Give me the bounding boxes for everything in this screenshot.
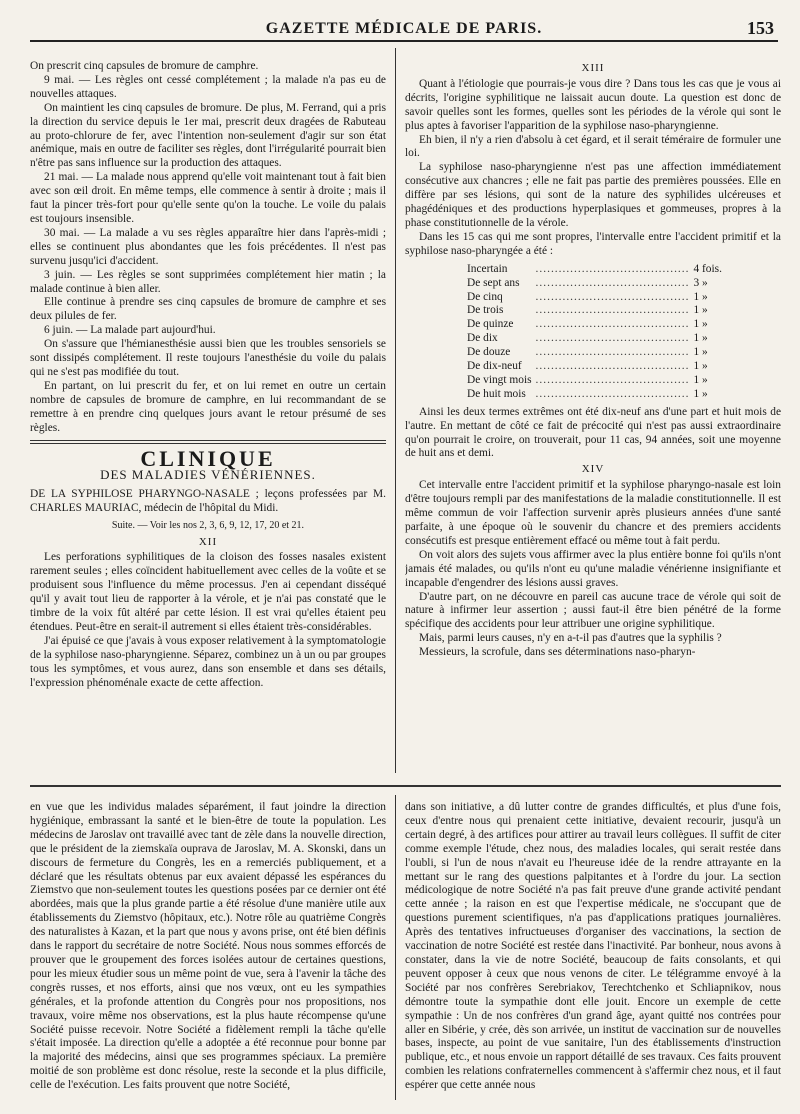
table-cell-value: 1 »	[693, 332, 708, 345]
table-row	[465, 360, 724, 374]
table-cell-value: 1 »	[693, 318, 708, 331]
paragraph: Cet intervalle entre l'accident primitif et la syphilose pharyngo-nasale est loin d'être toujours rempli par des manifestations de la maladie constitutionnelle. Il est même commun de voir l'affection survenir après plusieurs années d'une santé parfaite, à une époque où le souvenir du chancre et des premiers accidents consécutifs est presque entièrement effacé ou même tout à fait perdu.	[405, 479, 781, 547]
paragraph: en vue que les individus malades séparément, il faut joindre la direction hygiénique, embrassant la santé et le bien-être de toute la population. Les médecins de Jaroslav ont travaillé avec tant de zèle dans la nouvelle direction, que le président de la ziemskaïa ouprava de Jaroslav, M. A. Skonski, dans un discours de fermeture du Congrès, les en a remerciés publiquement, et a déclaré que les résultats obtenus par eux avaient dépassé les espérances du Ziemstvo que non-seulement toutes les questions posées par ce dernier ont été abordées, mais que la plus grande partie a été résolue d'une manière utile aux établissements du Ziemstvo (hôpitaux, etc.). Notre rôle au quatrième Congrès des naturalistes à Kazan, et la part que nous y avons prise, ont été bien définis dans le rapport du secrétaire de notre Société. Nous nous sommes efforcés de prouver que le groupement des forces isolées autour de certaines questions, pour les mieux étudier sous un même point de vue, sera à l'avenir la tâche des congrès russes, et nos efforts, ainsi que nos vœux, ont eu les sympathies générales, et la profonde attention du Congrès pour nos propositions, nos travaux, voire même nos observations, est la plus haute récompense qu'une Société puisse recevoir. Notre Société a fidèlement rempli la tâche qu'elle s'était imposée. La direction qu'elle a adoptée a été reconnue pour bonne par la majorité des médecins, ainsi que ses programmes spéciaux. La première moitié de son problème est donc résolue, reste la seconde et la plus difficile, celle de l'exécution. Les faits prouvent que notre Société,	[30, 801, 386, 1092]
table-row	[465, 263, 724, 277]
table-cell-label: De huit mois	[467, 387, 526, 400]
top-left-column	[30, 60, 386, 440]
leader-dots	[534, 388, 692, 402]
table-cell-value: 1 »	[693, 290, 708, 303]
table-row	[465, 388, 724, 402]
table-cell-label: De cinq	[467, 290, 503, 303]
paragraph: 21 mai. — La malade nous apprend qu'elle voit maintenant tout à fait bien avec son œil droit. En même temps, elle commence à sentir à droite ; mais il faut la pincer très-fort pour qu'elle sente qu'on la touche. Le voile du palais est toujours insensible.	[30, 171, 386, 225]
section-number: XII	[198, 535, 218, 548]
paragraph: On voit alors des sujets vous affirmer avec la plus entière bonne foi qu'ils n'ont jamais été malades, ou qu'ils n'ont eu qu'une maladie vénérienne insignifiante et incapable d'engendrer des lésions aussi graves.	[405, 548, 781, 589]
paragraph: On maintient les cinq capsules de bromure. De plus, M. Ferrand, qui a pris la direction du service depuis le 1er mai, prescrit deux dragées de Rabuteau au proto-chlorure de fer, avec l'intention non-seulement d'agir sur son état anémique, mais en outre de faciliter ses règles, dont l'irrégularité pourrait bien n'être pas sans influence sur la production des attaques.	[30, 101, 386, 170]
paragraph: On s'assure que l'hémianesthésie aussi bien que les troubles sensoriels se sont dissipés complétement. Il reste toujours l'anesthésie du voile du palais qui ne s'est pas modifiée du tout.	[30, 338, 386, 378]
page-number: 153	[747, 18, 774, 38]
top-right-column	[405, 60, 781, 773]
table-cell-label: De quinze	[467, 318, 514, 331]
table-cell-value: 3 »	[693, 276, 708, 289]
section-number: XIII	[581, 62, 605, 74]
paragraph: Dans les 15 cas qui me sont propres, l'intervalle entre l'accident primitif et la syphilose naso-pharyngée a été :	[405, 230, 781, 257]
table-cell-value: 4 fois.	[693, 262, 722, 275]
table-row	[465, 332, 724, 346]
leader-dots	[534, 374, 692, 388]
bottom-left-column	[30, 801, 386, 1097]
paragraph: Elle continue à prendre ses cinq capsules de bromure de camphre et ses deux pilules de fer.	[30, 296, 386, 323]
table-cell-value: 1 »	[693, 387, 708, 400]
interval-table	[465, 263, 724, 402]
column-rule-bottom	[395, 795, 396, 1100]
paragraph: La syphilose naso-pharyngienne n'est pas une affection immédiatement consécutive aux chancres ; elle ne fait pas partie des premières poussées. Elle en diffère par ses lésions, qui sont de la nature des syphilides ulcéreuses et phagédéniques et des productions hyperplasiques et gommeuses, propres à la phase constitutionnelle de la vérole.	[405, 161, 781, 229]
table-cell-value: 1 »	[693, 373, 708, 386]
table-row	[465, 318, 724, 332]
paragraph: 3 juin. — Les règles se sont supprimées complétement hier matin ; la malade continue à bien aller.	[30, 268, 386, 295]
lecture-byline	[30, 488, 386, 516]
clinique-section	[30, 448, 386, 773]
table-cell-label: De dix-neuf	[467, 360, 522, 373]
column-rule-top	[395, 48, 396, 773]
lecture-author: ; leçons professées par M. CHARLES MAURIAC, médecin de l'hôpital du Midi.	[30, 487, 386, 514]
table-cell-value: 1 »	[693, 360, 708, 373]
table-cell-value: 1 »	[693, 346, 708, 359]
paragraph: On prescrit cinq capsules de bromure de camphre.	[30, 60, 259, 72]
page-header	[30, 18, 778, 42]
paragraph: J'ai épuisé ce que j'avais à vous exposer relativement à la symptomatologie de la syphilose naso-pharyngienne. Séparez, combinez un à un ou par groupes tous les symptômes, et vous aurez, dans son ensemble et dans ses détails, l'expression phénoménale exacte de cette affection.	[30, 634, 386, 689]
section-rule-top-left-2	[30, 443, 386, 444]
paragraph: Eh bien, il n'y a rien d'absolu à cet égard, et il serait téméraire de formuler une loi.	[405, 133, 781, 160]
leader-dots	[534, 291, 692, 305]
paragraph: 30 mai. — La malade a vu ses règles apparaître hier dans l'après-midi ; elles se continuent plus abondantes que les fois précédentes. Il n'est pas survenu jusqu'ici d'accident.	[30, 226, 386, 267]
table-cell-label: De trois	[467, 304, 504, 317]
table-cell-label: De vingt mois	[467, 373, 532, 386]
table-cell-label: Incertain	[467, 262, 508, 275]
paragraph: Quant à l'étiologie que pourrais-je vous dire ? Dans tous les cas que je vous ai décrits, l'origine syphilitique ne laissait aucun doute. La question est donc de savoir quelles sont les formes, quelles sont les périodes de la vérole qui sont le plus aptes à favoriser l'apparition de la syphilose naso-pharyngienne.	[405, 77, 781, 132]
leader-dots	[534, 277, 692, 291]
paragraph: 6 juin. — La malade part aujourd'hui.	[44, 324, 216, 337]
section-number: XIV	[581, 463, 605, 476]
paragraph: dans son initiative, a dû lutter contre de grandes difficultés, et plus d'une fois, ceux d'entre nous qui prenaient cette initiative, devaient recourir, jusqu'à un certain degré, à des artifices pour attirer au travail leurs collègues. Il suffit de citer comme exemple l'étude, chez nous, des maladies locales, qui serait restée dans l'oubli, si l'un de nous n'avait eu l'heureuse idée de la rendre attrayante en la mettant sur le rang des questions palpitantes et à l'ordre du jour. La section médicologique de notre Société n'a pas fait preuve d'une grande activité pendant cette année ; la raison en est que l'expertise médicale, ne s'occupant que de questions purement scientifiques, n'a pas d'applications pratiques journalières. Après des tentatives infructueuses d'organiser des vaccinations, la section de vaccination de notre Société est restée dans l'inactivité. Par bonheur, nous avons à constater, dans la vie de notre Société, beaucoup de faits consolants, et qui peuvent opposer à ceux que nous venons de citer. Le télégramme envoyé à la Société par nos confrères Serebriakov, Terechtchenko et Schliapnikov, nous démontre toute la sympathie dont elle jouit. Encore un exemple de cette sympathie : Un de nos confrères d'un grand âge, ayant quitté nos contrées pour aller en Sibérie, y crée, dès son arrivée, un institut de vaccination sur de nouvelles bases, inspecte, au point de vue sanitaire, l'un des établissements d'instruction publique, etc., et nous envoie un rapport détaillé de ses travaux. Ces faits prouvent combien les relations confraternelles commencent à s'affermir chez nous, et il faut espérer que cette année nous	[405, 801, 781, 1092]
leader-dots	[534, 346, 692, 360]
section-heading: CLINIQUE	[140, 448, 276, 471]
paragraph: Les perforations syphilitiques de la cloison des fosses nasales existent rarement seules ; elles coïncident habituellement avec celles de la voûte et se produisent sous l'influence du même processus. J'en ai cependant disséqué qu'il y avait tout lieu de rapporter à la vérole, et je n'ai pas constaté que le timbre de la voix fût altéré par cette lésion. Il est vrai qu'elles étaient peu étendues. Peut-être en serait-il autrement si elles étaient très-considérables.	[30, 551, 386, 633]
page-split-rule	[30, 785, 781, 787]
table-row	[465, 374, 724, 388]
section-rule-top-left	[30, 440, 386, 441]
paragraph: Ainsi les deux termes extrêmes ont été dix-neuf ans d'une part et huit mois de l'autre. En mettant de côté ce fait de précocité qui n'est pas aussi extraordinaire qu'on pourrait le croire, on trouverait, pour 11 cas, 94 années, soit une moyenne de huit ans et demi.	[405, 405, 781, 460]
suite-note: Suite. — Voir les nos 2, 3, 6, 9, 12, 17, 20 et 21.	[111, 519, 305, 531]
table-cell-label: De douze	[467, 346, 511, 359]
paragraph: Mais, parmi leurs causes, n'y en a-t-il pas d'autres que la syphilis ?	[419, 632, 722, 645]
paragraph: En partant, on lui prescrit du fer, et on lui remet en outre un certain nombre de capsules de bromure de camphre, en lui recommandant de se remettre à en prendre cinq quelques jours avant le retour présumé de ses règles.	[30, 379, 386, 434]
table-row	[465, 291, 724, 305]
table-cell-value: 1 »	[693, 304, 708, 317]
table-cell-label: De dix	[467, 332, 498, 345]
table-row	[465, 304, 724, 318]
table-row	[465, 346, 724, 360]
journal-title: GAZETTE MÉDICALE DE PARIS.	[265, 20, 543, 37]
leader-dots	[534, 263, 692, 277]
paragraph: D'autre part, on ne découvre en pareil cas aucune trace de vérole qui soit de nature à infirmer leur assertion ; aussi faut-il être bien pénétré de la forme spécifique des accidents pour leur attribuer une origine syphilitique.	[405, 590, 781, 631]
paragraph: 9 mai. — Les règles ont cessé complétement ; la malade n'a pas eu de nouvelles attaques.	[30, 73, 386, 100]
leader-dots	[534, 360, 692, 374]
lecture-title: DE LA SYPHILOSE PHARYNGO-NASALE	[30, 487, 250, 500]
section-subheading: DES MALADIES VÉNÉRIENNES.	[100, 466, 316, 482]
table-cell-label: De sept ans	[467, 276, 520, 289]
leader-dots	[534, 304, 692, 318]
bottom-right-column	[405, 801, 781, 1097]
leader-dots	[534, 318, 692, 332]
paragraph: Messieurs, la scrofule, dans ses déterminations naso-pharyn-	[419, 646, 696, 659]
table-row	[465, 277, 724, 291]
leader-dots	[534, 332, 692, 346]
